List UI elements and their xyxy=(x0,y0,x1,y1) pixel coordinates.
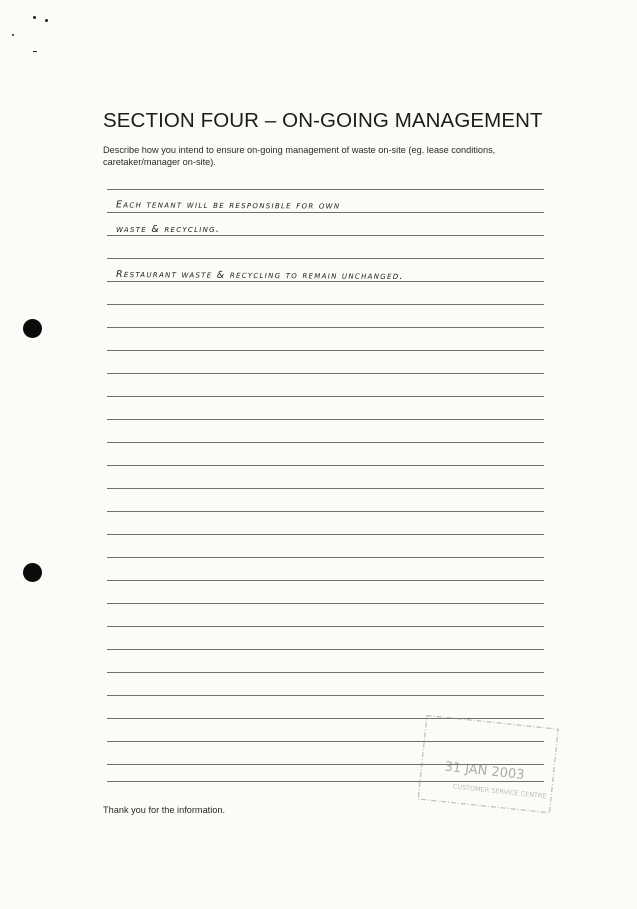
stamp-text: CUSTOMER SERVICE CENTRE xyxy=(452,782,547,801)
thank-you-note: Thank you for the information. xyxy=(103,805,226,815)
handwritten-line-1: Each tenant will be responsible for own xyxy=(115,199,341,212)
section-title: SECTION FOUR – ON-GOING MANAGEMENT xyxy=(103,109,543,132)
handwritten-line-3: Restaurant waste & recycling to remain unchanged. xyxy=(115,268,404,283)
handwritten-line-2: waste & recycling. xyxy=(116,224,221,235)
section-instruction: Describe how you intend to ensure on-going management of waste on-site (eg. lease conditions, caretaker/manager on-site). xyxy=(103,145,496,167)
stamp-date: 31 JAN 2003 xyxy=(443,759,526,783)
